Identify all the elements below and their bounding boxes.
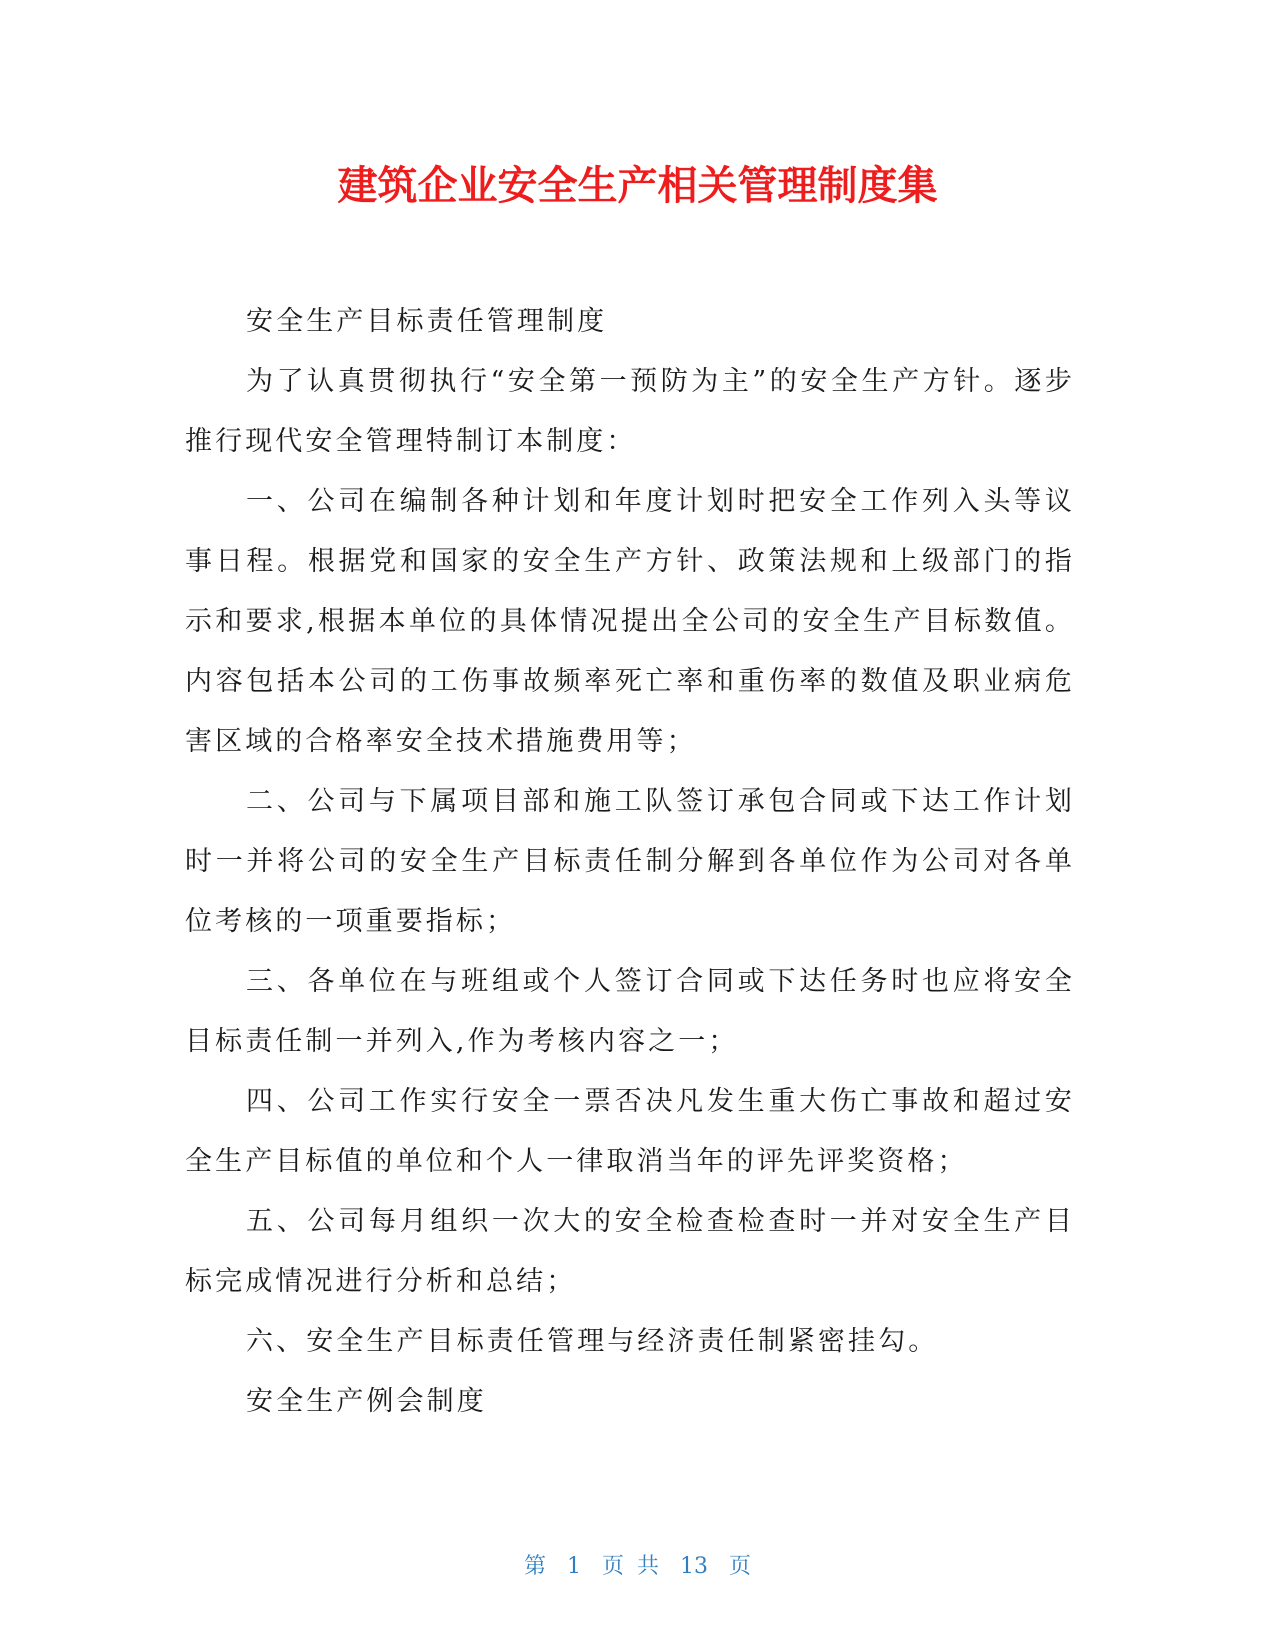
page-footer	[0, 1552, 1275, 1582]
footer-suffix: 页	[729, 1554, 752, 1579]
section-heading: 安全生产目标责任管理制度	[246, 306, 608, 337]
footer-middle: 页 共	[602, 1554, 659, 1579]
body-paragraph: 六、安全生产目标责任管理与经济责任制紧密挂勾。	[246, 1326, 939, 1357]
footer-total-pages: 13	[680, 1554, 708, 1579]
section-heading: 安全生产例会制度	[246, 1386, 487, 1417]
footer-prefix: 第	[523, 1554, 546, 1579]
body-paragraph: 一、公司在编制各种计划和年度计划时把安全工作列入头等议事日程。根据党和国家的安全生产方针、政策法规和上级部门的指示和要求,根据本单位的具体情况提出全公司的安全生产目标数值。内容包括本公司的工伤事故频率死亡率和重伤率的数值及职业病危害区域的合格率安全技术措施费用等；	[185, 486, 1075, 757]
footer-current-page: 1	[567, 1554, 581, 1579]
body-paragraph: 为了认真贯彻执行“安全第一预防为主”的安全生产方针。逐步推行现代安全管理特制订本制度：	[185, 366, 1075, 457]
document-title: 建筑企业安全生产相关管理制度集	[337, 163, 938, 209]
document-body	[185, 292, 1075, 1432]
body-paragraph: 五、公司每月组织一次大的安全检查检查时一并对安全生产目标完成情况进行分析和总结；	[185, 1206, 1075, 1297]
body-paragraph: 二、公司与下属项目部和施工队签订承包合同或下达工作计划时一并将公司的安全生产目标责任制分解到各单位作为公司对各单位考核的一项重要指标；	[185, 786, 1075, 937]
body-paragraph: 三、各单位在与班组或个人签订合同或下达任务时也应将安全目标责任制一并列入,作为考核内容之一；	[185, 966, 1075, 1057]
body-paragraph: 四、公司工作实行安全一票否决凡发生重大伤亡事故和超过安全生产目标值的单位和个人一律取消当年的评先评奖资格；	[185, 1086, 1075, 1177]
